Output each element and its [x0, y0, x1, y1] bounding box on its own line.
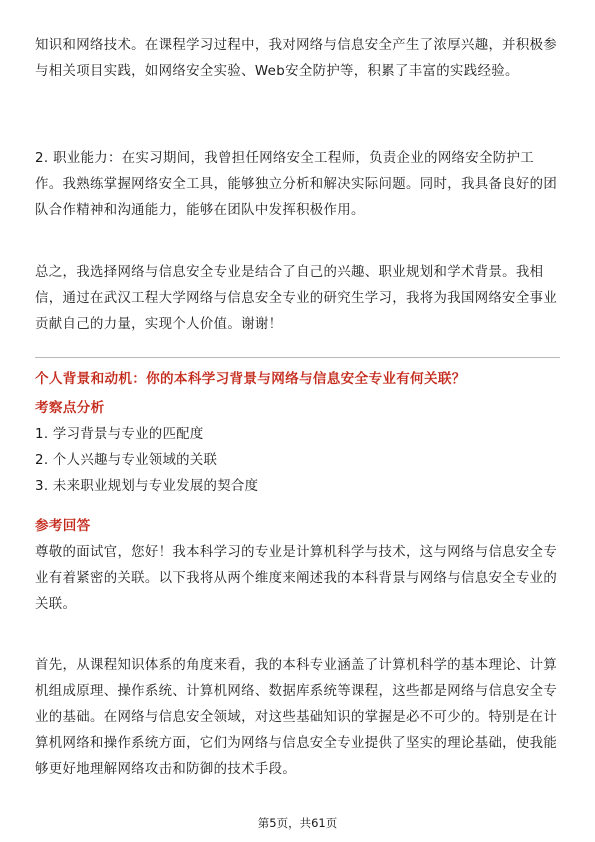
analysis-list	[35, 422, 258, 500]
analysis-heading: 考察点分析	[35, 400, 105, 416]
paragraph-answer-intro: 尊敬的面试官，您好！我本科学习的专业是计算机科学与技术，这与网络与信息安全专业有着紧密的关联。以下我将从两个维度来阐述我的本科背景与网络与信息安全专业的关联。	[35, 545, 558, 612]
paragraph-answer-curriculum: 首先，从课程知识体系的角度来看，我的本科专业涵盖了计算机科学的基本理论、计算机组成原理、操作系统、计算机网络、数据库系统等课程，这些都是网络与信息安全专业的基础。在网络与信息安全领域，对这些基础知识的掌握是必不可少的。特别是在计算机网络和操作系统方面，它们为网络与信息安全专业提供了坚实的理论基础，使我能够更好地理解网络攻击和防御的技术手段。	[35, 658, 558, 777]
list-item: 1. 学习背景与专业的匹配度	[35, 427, 204, 442]
list-item: 3. 未来职业规划与专业发展的契合度	[35, 479, 259, 494]
paragraph-career-ability: 2. 职业能力：在实习期间，我曾担任网络安全工程师，负责企业的网络安全防护工作。我熟练掌握网络安全工具，能够独立分析和解决实际问题。同时，我具备良好的团队合作精神和沟通能力，能够在团队中发挥积极作用。	[35, 151, 558, 218]
paragraph-experience: 知识和网络技术。在课程学习过程中，我对网络与信息安全产生了浓厚兴趣，并积极参与相关项目实践，如网络安全实验、Web安全防护等，积累了丰富的实践经验。	[35, 38, 558, 79]
page-number: 第5页，共61页	[257, 816, 338, 830]
answer-heading: 参考回答	[35, 518, 91, 534]
list-item: 2. 个人兴趣与专业领域的关联	[35, 453, 218, 468]
question-title: 个人背景和动机：你的本科学习背景与网络与信息安全专业有何关联？	[35, 371, 466, 387]
paragraph-summary: 总之，我选择网络与信息安全专业是结合了自己的兴趣、职业规划和学术背景。我相信，通过在武汉工程大学网络与信息安全专业的研究生学习，我将为我国网络安全事业贡献自己的力量，实现个人价值。谢谢！	[35, 265, 558, 332]
section-divider	[35, 357, 560, 358]
